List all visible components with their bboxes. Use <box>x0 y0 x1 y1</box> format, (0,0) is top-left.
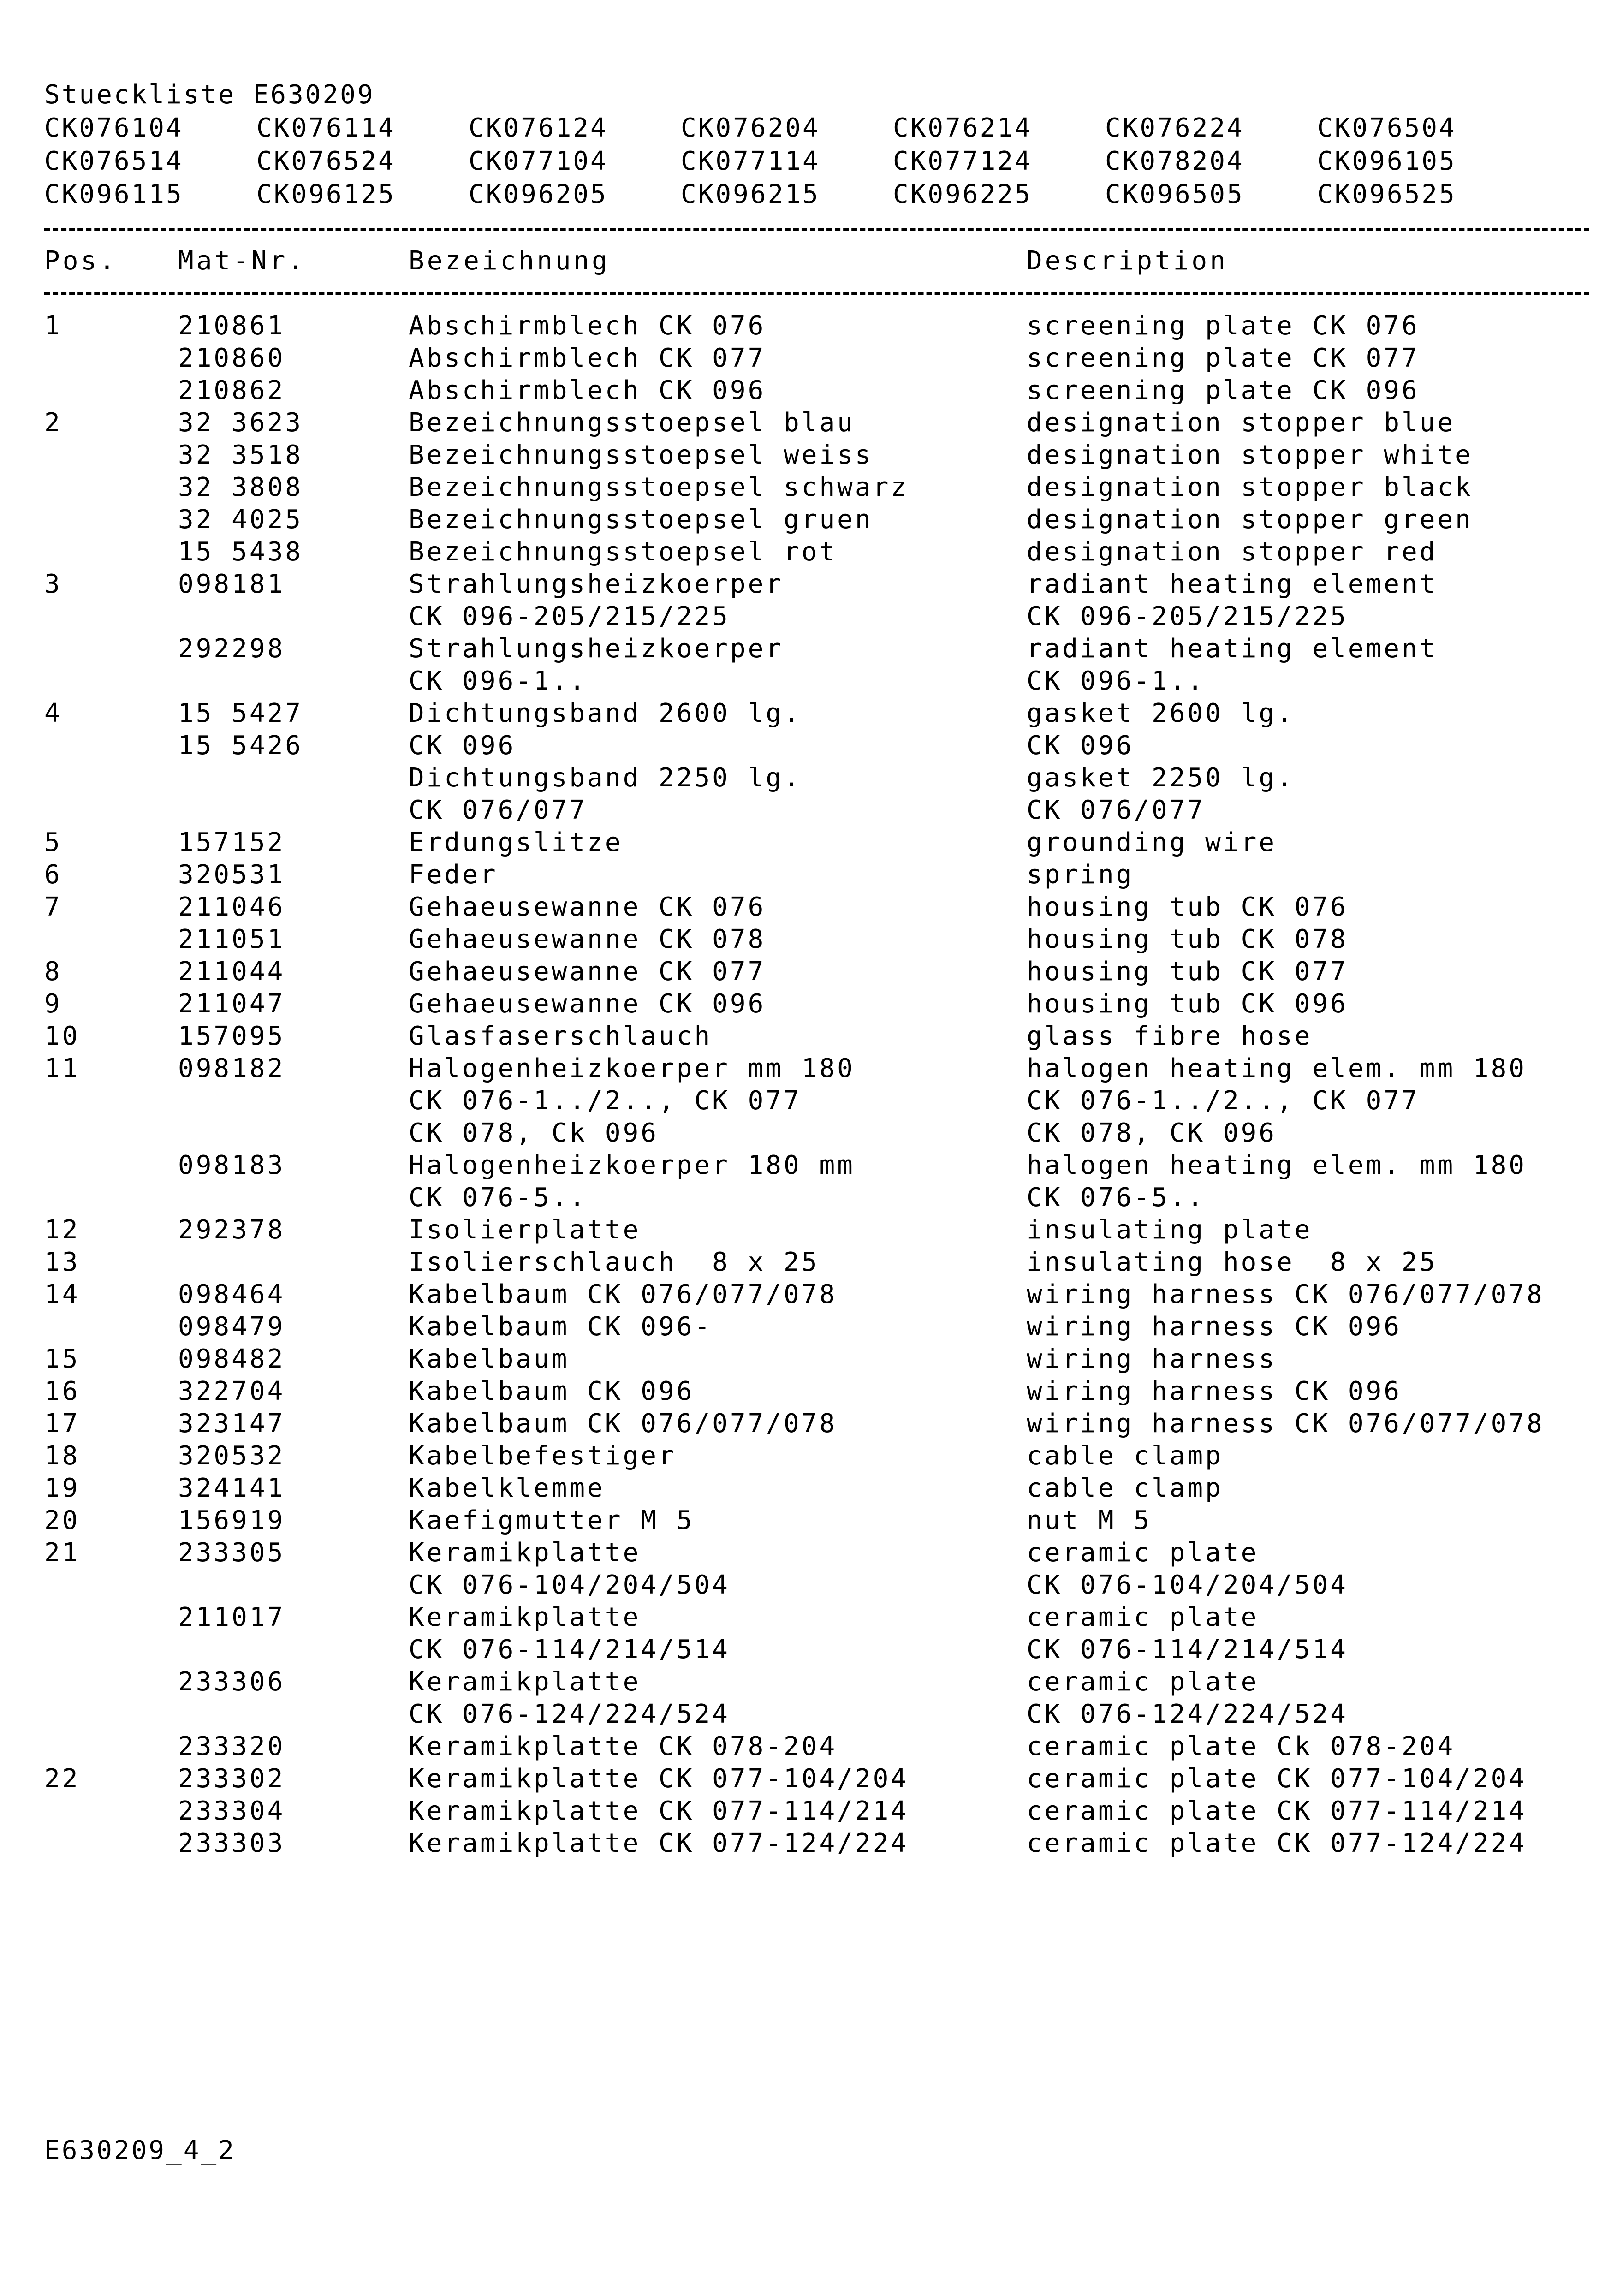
row-mat-nr: 233304 <box>178 1796 285 1826</box>
row-description: ceramic plate Ck 078-204 <box>1027 1731 1456 1761</box>
row-mat-nr: 210862 <box>178 375 285 405</box>
row-description: screening plate CK 076 <box>1027 311 1420 341</box>
row-mat-nr: 32 3518 <box>178 440 303 470</box>
header-mat-nr: Mat-Nr. <box>178 246 307 276</box>
model-number: CK096225 <box>893 179 1032 209</box>
row-pos: 22 <box>44 1764 80 1794</box>
row-bezeichnung: CK 076/077 <box>409 795 588 825</box>
row-mat-nr: 32 4025 <box>178 505 303 535</box>
row-pos: 16 <box>44 1376 80 1406</box>
row-description: ceramic plate <box>1027 1602 1259 1632</box>
row-bezeichnung: CK 096-205/215/225 <box>409 601 730 631</box>
row-bezeichnung: Abschirmblech CK 076 <box>409 311 766 341</box>
row-bezeichnung: Bezeichnungsstoepsel weiss <box>409 440 873 470</box>
row-bezeichnung: CK 076-1../2.., CK 077 <box>409 1086 802 1116</box>
model-number: CK076224 <box>1105 113 1244 143</box>
row-pos: 17 <box>44 1409 80 1439</box>
model-number: CK076524 <box>256 146 396 176</box>
row-description: cable clamp <box>1027 1473 1223 1503</box>
row-mat-nr: 324141 <box>178 1473 285 1503</box>
row-pos: 9 <box>44 989 62 1019</box>
row-description: ceramic plate CK 077-124/224 <box>1027 1828 1527 1858</box>
row-mat-nr: 210861 <box>178 311 285 341</box>
model-list-row <box>44 145 1529 178</box>
row-description: designation stopper blue <box>1027 408 1456 438</box>
row-mat-nr: 322704 <box>178 1376 285 1406</box>
model-list-row <box>44 178 1529 211</box>
row-bezeichnung: Kabelklemme <box>409 1473 605 1503</box>
row-mat-nr: 233303 <box>178 1828 285 1858</box>
row-description: glass fibre hose <box>1027 1021 1313 1051</box>
row-description: CK 096 <box>1027 731 1134 761</box>
row-bezeichnung: Gehaeusewanne CK 096 <box>409 989 766 1019</box>
row-mat-nr: 32 3623 <box>178 408 303 438</box>
row-bezeichnung: Kabelbefestiger <box>409 1441 677 1471</box>
row-description: CK 076-114/214/514 <box>1027 1635 1348 1665</box>
row-bezeichnung: Bezeichnungsstoepsel rot <box>409 537 838 567</box>
row-mat-nr: 292298 <box>178 634 285 664</box>
row-pos: 7 <box>44 892 62 922</box>
row-bezeichnung: Dichtungsband 2250 lg. <box>409 763 802 793</box>
row-mat-nr: 157095 <box>178 1021 285 1051</box>
row-mat-nr: 098183 <box>178 1150 285 1180</box>
row-description: wiring harness CK 076/077/078 <box>1027 1409 1545 1439</box>
row-mat-nr: 098182 <box>178 1053 285 1083</box>
row-bezeichnung: CK 076-104/204/504 <box>409 1570 730 1600</box>
row-bezeichnung: Keramikplatte <box>409 1602 641 1632</box>
row-description: ceramic plate <box>1027 1538 1259 1568</box>
row-description: CK 076-104/204/504 <box>1027 1570 1348 1600</box>
row-bezeichnung: Feder <box>409 860 498 890</box>
row-bezeichnung: Kabelbaum CK 076/077/078 <box>409 1409 838 1439</box>
model-number: CK078204 <box>1105 146 1244 176</box>
row-description: housing tub CK 076 <box>1027 892 1348 922</box>
model-number: CK076514 <box>44 146 184 176</box>
row-description: ceramic plate CK 077-104/204 <box>1027 1764 1527 1794</box>
document-code: E630209_4_2 <box>44 2135 236 2165</box>
row-bezeichnung: Gehaeusewanne CK 077 <box>409 957 766 987</box>
row-description: wiring harness <box>1027 1344 1277 1374</box>
row-pos: 6 <box>44 860 62 890</box>
row-mat-nr: 210860 <box>178 343 285 373</box>
row-pos: 15 <box>44 1344 80 1374</box>
dashed-divider <box>44 292 1589 295</box>
model-number: CK096125 <box>256 179 396 209</box>
row-bezeichnung: Abschirmblech CK 077 <box>409 343 766 373</box>
row-mat-nr: 32 3808 <box>178 472 303 502</box>
model-number: CK077114 <box>681 146 820 176</box>
document-header <box>44 78 1529 211</box>
model-number: CK096115 <box>44 179 184 209</box>
row-mat-nr: 320532 <box>178 1441 285 1471</box>
row-description: ceramic plate <box>1027 1667 1259 1697</box>
row-mat-nr: 320531 <box>178 860 285 890</box>
row-description: housing tub CK 077 <box>1027 957 1348 987</box>
row-bezeichnung: Bezeichnungsstoepsel gruen <box>409 505 873 535</box>
row-bezeichnung: Isolierplatte <box>409 1215 641 1245</box>
header-pos: Pos. <box>44 246 118 276</box>
model-number: CK096105 <box>1317 146 1456 176</box>
row-description: designation stopper black <box>1027 472 1473 502</box>
row-mat-nr: 292378 <box>178 1215 285 1245</box>
row-bezeichnung: Bezeichnungsstoepsel blau <box>409 408 855 438</box>
document-title: Stueckliste E630209 <box>44 80 375 110</box>
row-description: CK 076-124/224/524 <box>1027 1699 1348 1729</box>
model-number: CK076114 <box>256 113 396 143</box>
row-description: radiant heating element <box>1027 634 1438 664</box>
model-number: CK076104 <box>44 113 184 143</box>
row-mat-nr: 098482 <box>178 1344 285 1374</box>
row-description: halogen heating elem. mm 180 <box>1027 1053 1527 1083</box>
row-mat-nr: 211017 <box>178 1602 285 1632</box>
row-description: wiring harness CK 096 <box>1027 1312 1402 1342</box>
row-pos: 3 <box>44 569 62 599</box>
row-description: designation stopper white <box>1027 440 1473 470</box>
row-description: housing tub CK 078 <box>1027 924 1348 954</box>
row-description: CK 078, CK 096 <box>1027 1118 1277 1148</box>
row-pos: 8 <box>44 957 62 987</box>
row-pos: 2 <box>44 408 62 438</box>
row-description: housing tub CK 096 <box>1027 989 1348 1019</box>
row-mat-nr: 233306 <box>178 1667 285 1697</box>
row-bezeichnung: Gehaeusewanne CK 078 <box>409 924 766 954</box>
row-bezeichnung: Abschirmblech CK 096 <box>409 375 766 405</box>
row-pos: 1 <box>44 311 62 341</box>
row-pos: 12 <box>44 1215 80 1245</box>
row-description: designation stopper red <box>1027 537 1438 567</box>
model-number: CK096525 <box>1317 179 1456 209</box>
row-description: gasket 2250 lg. <box>1027 763 1295 793</box>
row-description: insulating plate <box>1027 1215 1313 1245</box>
row-pos: 11 <box>44 1053 80 1083</box>
row-description: screening plate CK 096 <box>1027 375 1420 405</box>
row-pos: 21 <box>44 1538 80 1568</box>
header-bezeichnung: Bezeichnung <box>409 246 610 276</box>
row-bezeichnung: Keramikplatte CK 077-124/224 <box>409 1828 909 1858</box>
row-mat-nr: 211051 <box>178 924 285 954</box>
model-number: CK076214 <box>893 113 1032 143</box>
row-bezeichnung: Kabelbaum CK 096 <box>409 1376 695 1406</box>
row-description: CK 076-5.. <box>1027 1183 1206 1213</box>
row-description: CK 096-1.. <box>1027 666 1206 696</box>
row-bezeichnung: Halogenheizkoerper mm 180 <box>409 1053 855 1083</box>
row-pos: 13 <box>44 1247 80 1277</box>
row-mat-nr: 157152 <box>178 827 285 857</box>
row-description: radiant heating element <box>1027 569 1438 599</box>
row-description: gasket 2600 lg. <box>1027 698 1295 728</box>
row-bezeichnung: Kabelbaum CK 096- <box>409 1312 713 1342</box>
row-mat-nr: 323147 <box>178 1409 285 1439</box>
row-mat-nr: 211044 <box>178 957 285 987</box>
row-bezeichnung: CK 096-1.. <box>409 666 588 696</box>
row-bezeichnung: Isolierschlauch 8 x 25 <box>409 1247 820 1277</box>
row-pos: 5 <box>44 827 62 857</box>
row-mat-nr: 156919 <box>178 1505 285 1535</box>
row-pos: 4 <box>44 698 62 728</box>
row-pos: 18 <box>44 1441 80 1471</box>
row-bezeichnung: Keramikplatte CK 078-204 <box>409 1731 838 1761</box>
model-list-row <box>44 112 1529 145</box>
row-bezeichnung: Kabelbaum CK 076/077/078 <box>409 1279 838 1309</box>
model-number: CK096215 <box>681 179 820 209</box>
row-bezeichnung: Bezeichnungsstoepsel schwarz <box>409 472 909 502</box>
model-number: CK096205 <box>469 179 608 209</box>
row-bezeichnung: Glasfaserschlauch <box>409 1021 713 1051</box>
row-description: nut M 5 <box>1027 1505 1152 1535</box>
row-bezeichnung: Keramikplatte CK 077-114/214 <box>409 1796 909 1826</box>
row-mat-nr: 098479 <box>178 1312 285 1342</box>
row-description: insulating hose 8 x 25 <box>1027 1247 1438 1277</box>
row-bezeichnung: CK 078, Ck 096 <box>409 1118 659 1148</box>
row-bezeichnung: Erdungslitze <box>409 827 623 857</box>
row-description: wiring harness CK 076/077/078 <box>1027 1279 1545 1309</box>
row-bezeichnung: Keramikplatte <box>409 1667 641 1697</box>
row-mat-nr: 15 5427 <box>178 698 303 728</box>
row-description: ceramic plate CK 077-114/214 <box>1027 1796 1527 1826</box>
model-number: CK076124 <box>469 113 608 143</box>
row-bezeichnung: Gehaeusewanne CK 076 <box>409 892 766 922</box>
row-pos: 19 <box>44 1473 80 1503</box>
row-bezeichnung: CK 076-124/224/524 <box>409 1699 730 1729</box>
row-description: cable clamp <box>1027 1441 1223 1471</box>
row-bezeichnung: Halogenheizkoerper 180 mm <box>409 1150 855 1180</box>
row-mat-nr: 098464 <box>178 1279 285 1309</box>
row-mat-nr: 15 5426 <box>178 731 303 761</box>
row-bezeichnung: CK 096 <box>409 731 516 761</box>
row-bezeichnung: Kaefigmutter M 5 <box>409 1505 695 1535</box>
row-description: spring <box>1027 860 1134 890</box>
row-bezeichnung: Dichtungsband 2600 lg. <box>409 698 802 728</box>
row-mat-nr: 233305 <box>178 1538 285 1568</box>
row-mat-nr: 233302 <box>178 1764 285 1794</box>
row-bezeichnung: Keramikplatte CK 077-104/204 <box>409 1764 909 1794</box>
model-number: CK076504 <box>1317 113 1456 143</box>
row-mat-nr: 211047 <box>178 989 285 1019</box>
row-bezeichnung: CK 076-114/214/514 <box>409 1635 730 1665</box>
dashed-divider <box>44 228 1589 231</box>
row-description: designation stopper green <box>1027 505 1473 535</box>
row-bezeichnung: Keramikplatte <box>409 1538 641 1568</box>
row-description: halogen heating elem. mm 180 <box>1027 1150 1527 1180</box>
row-mat-nr: 211046 <box>178 892 285 922</box>
row-description: screening plate CK 077 <box>1027 343 1420 373</box>
header-description: Description <box>1027 246 1228 276</box>
row-pos: 10 <box>44 1021 80 1051</box>
model-number: CK096505 <box>1105 179 1244 209</box>
row-bezeichnung: Strahlungsheizkoerper <box>409 634 784 664</box>
row-description: wiring harness CK 096 <box>1027 1376 1402 1406</box>
model-number: CK076204 <box>681 113 820 143</box>
row-mat-nr: 098181 <box>178 569 285 599</box>
row-bezeichnung: Kabelbaum <box>409 1344 570 1374</box>
model-number: CK077104 <box>469 146 608 176</box>
row-description: CK 076-1../2.., CK 077 <box>1027 1086 1420 1116</box>
row-bezeichnung: Strahlungsheizkoerper <box>409 569 784 599</box>
row-description: CK 076/077 <box>1027 795 1206 825</box>
row-mat-nr: 15 5438 <box>178 537 303 567</box>
model-number: CK077124 <box>893 146 1032 176</box>
row-pos: 20 <box>44 1505 80 1535</box>
row-description: CK 096-205/215/225 <box>1027 601 1348 631</box>
row-mat-nr: 233320 <box>178 1731 285 1761</box>
row-description: grounding wire <box>1027 827 1277 857</box>
row-bezeichnung: CK 076-5.. <box>409 1183 588 1213</box>
row-pos: 14 <box>44 1279 80 1309</box>
